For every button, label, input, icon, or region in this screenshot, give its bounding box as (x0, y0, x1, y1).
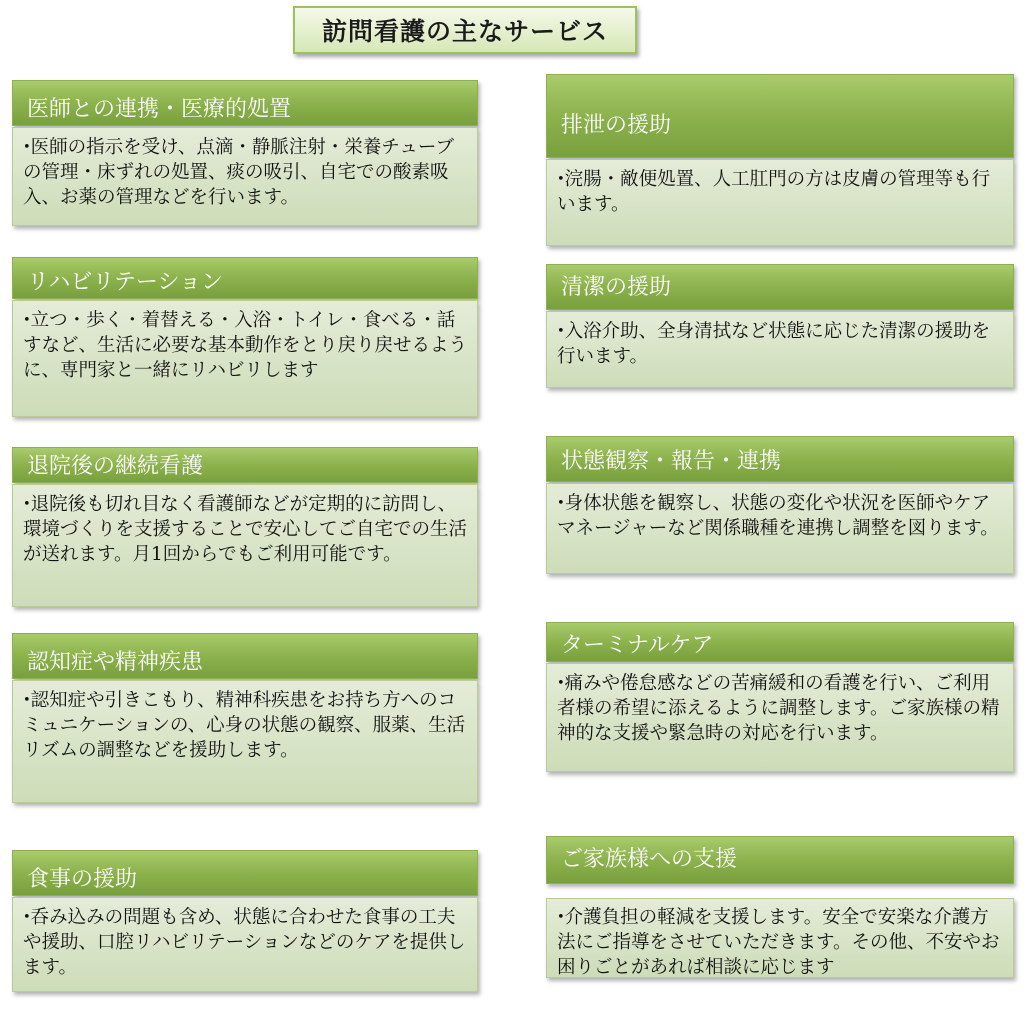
card-family-support (546, 836, 1014, 978)
card-body (546, 311, 1014, 388)
card-heading: 排泄の援助 (546, 74, 1014, 158)
card-rehabilitation (12, 257, 478, 417)
bullet-icon: • (557, 172, 565, 187)
card-heading: 状態観察・報告・連携 (546, 436, 1014, 482)
card-text: 身体状態を観察し、状態の変化や状況を医師やケアマネージャーなど関係職種を連携し調整を図ります。 (557, 493, 999, 539)
card-body (12, 484, 478, 607)
bullet-icon: • (23, 910, 31, 925)
card-heading: ご家族様への支援 (546, 836, 1014, 884)
card-body (12, 127, 478, 226)
card-heading: 清潔の援助 (546, 264, 1014, 310)
card-body (12, 680, 478, 803)
bullet-icon: • (23, 497, 31, 512)
card-dementia-mental (12, 633, 478, 803)
card-observation (546, 436, 1014, 574)
card-text: 認知症や引きこもり、精神科疾患をお持ち方へのコミュニケーションの、心身の状態の観察、服薬、生活リズムの調整などを援助します。 (23, 690, 466, 761)
card-text: 痛みや倦怠感などの苦痛緩和の看護を行い、ご利用者様の希望に添えるように調整します。ご家族様の精神的な支援や緊急時の対応を行います。 (557, 673, 1000, 744)
bullet-icon: • (557, 324, 565, 339)
bullet-icon: • (23, 693, 31, 708)
card-hygiene (546, 264, 1014, 388)
card-text: 退院後も切れ目なく看護師などが定期的に訪問し、環境づくりを支援することで安心してご自宅での生活が送れます。月1回からでもご利用可能です。 (23, 494, 468, 565)
page-title: 訪問看護の主なサービス (293, 6, 637, 54)
card-body (546, 483, 1014, 574)
card-text: 医師の指示を受け、点滴・静脈注射・栄養チューブの管理・床ずれの処置、痰の吸引、自宅での酸素吸入、お薬の管理などを行います。 (23, 137, 454, 208)
card-text: 浣腸・敵便処置、人工肛門の方は皮膚の管理等も行います。 (557, 169, 991, 215)
card-terminal-care (546, 622, 1014, 772)
card-post-discharge (12, 447, 478, 607)
card-heading: 認知症や精神疾患 (12, 633, 478, 679)
card-heading: 医師との連携・医療的処置 (12, 80, 478, 126)
card-body (546, 898, 1014, 978)
card-heading: 食事の援助 (12, 850, 478, 896)
card-body (546, 159, 1014, 246)
bullet-icon: • (557, 496, 565, 511)
card-text: 入浴介助、全身清拭など状態に応じた清潔の援助を行います。 (557, 321, 991, 367)
card-text: 立つ・歩く・着替える・入浴・トイレ・食べる・話すなど、生活に必要な基本動作をとり戻り戻せるように、専門家と一緒にリハビリします (23, 310, 468, 381)
card-heading: 退院後の継続看護 (12, 447, 478, 483)
card-excretion (546, 74, 1014, 246)
bullet-icon: • (557, 910, 565, 925)
card-body (12, 897, 478, 992)
bullet-icon: • (557, 676, 565, 691)
bullet-icon: • (23, 140, 31, 155)
card-heading: ターミナルケア (546, 622, 1014, 662)
card-body (546, 663, 1014, 772)
card-meal-assistance (12, 850, 478, 992)
card-doctor-cooperation (12, 80, 478, 226)
bullet-icon: • (23, 313, 31, 328)
card-text: 介護負担の軽減を支援します。安全で安楽な介護方法にご指導をさせていただきます。その他、不安やお困りごとがあれば相談に応じます (557, 907, 1000, 978)
card-heading: リハビリテーション (12, 257, 478, 299)
card-text: 呑み込みの問題も含め、状態に合わせた食事の工夫や援助、口腔リハビリテーションなどのケアを提供します。 (23, 907, 466, 978)
card-body (12, 300, 478, 417)
